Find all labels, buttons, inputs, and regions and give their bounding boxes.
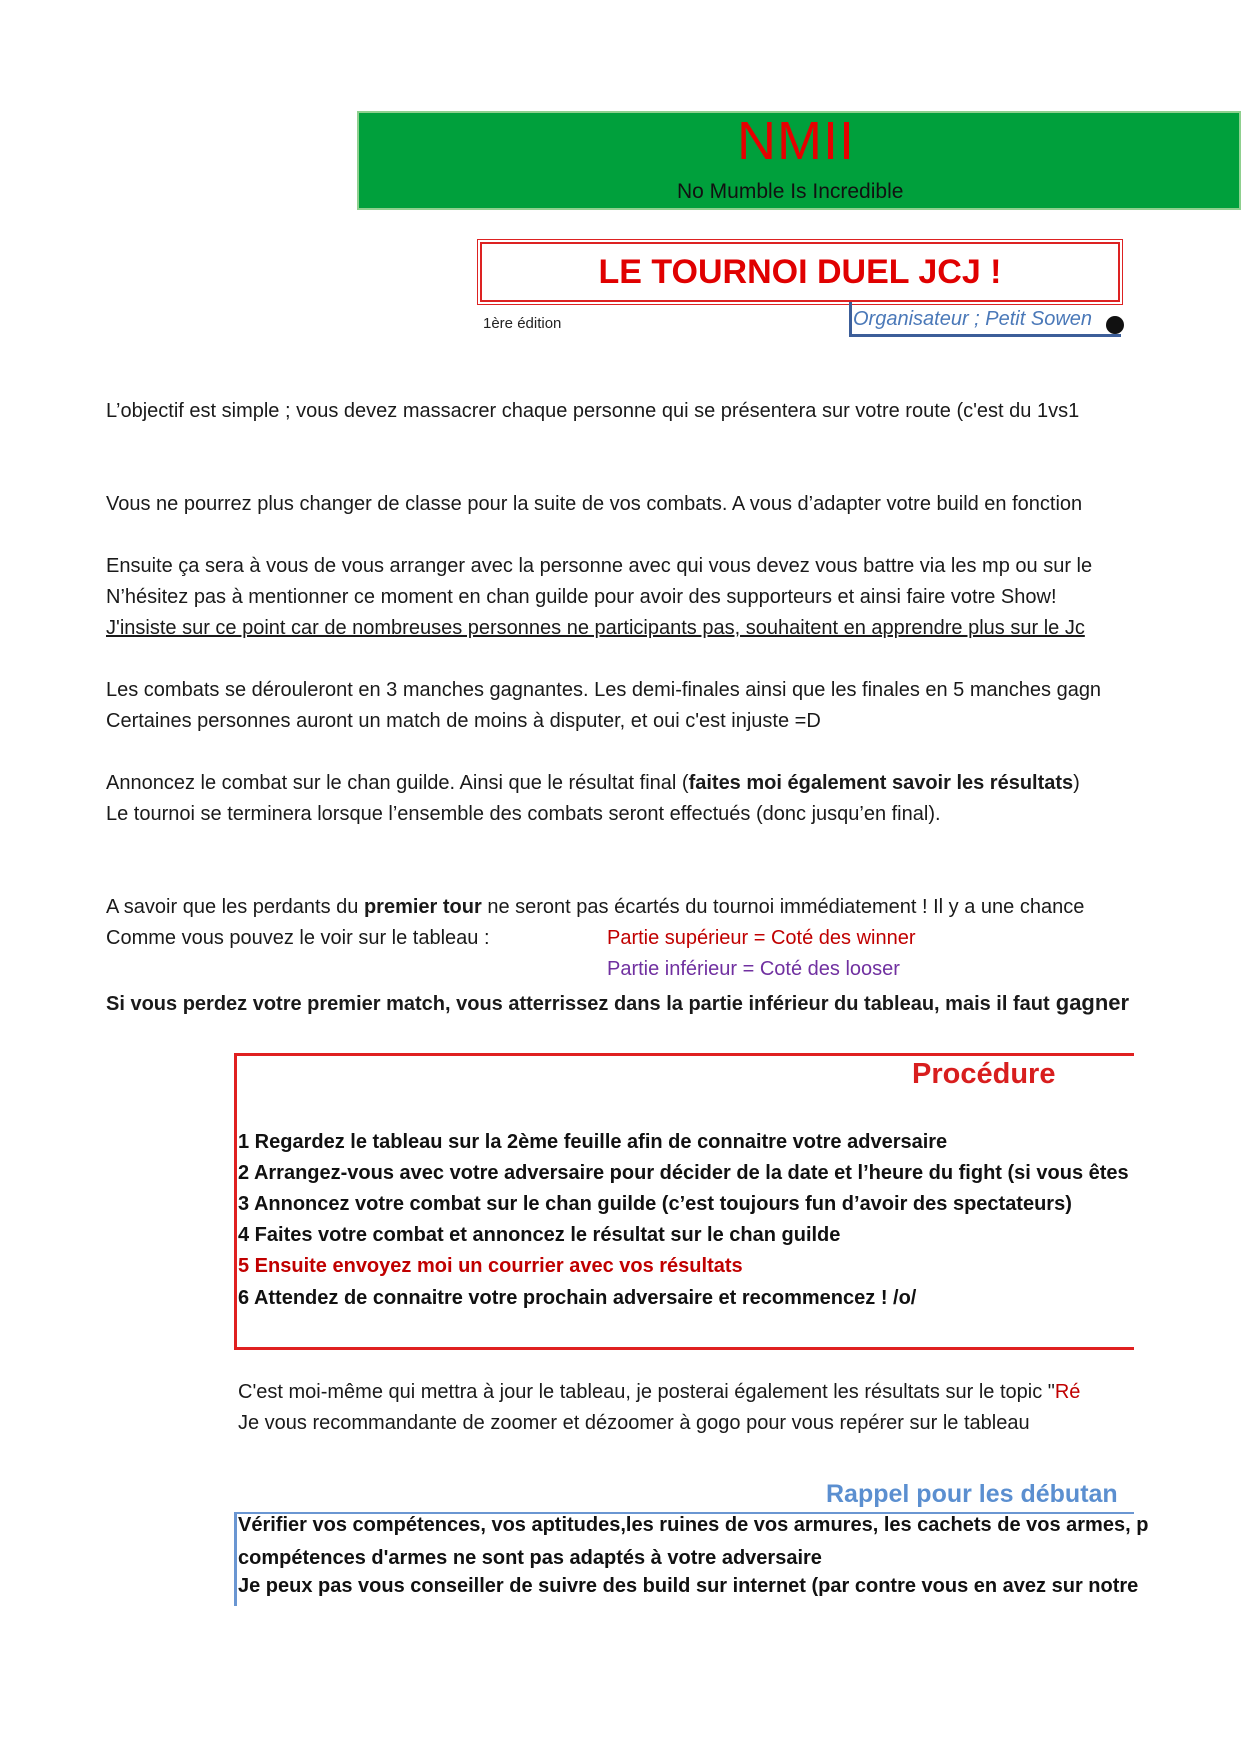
paragraph-update [238, 1381, 1080, 1404]
rappel-left-border [234, 1512, 237, 1606]
rappel-item: compétences d'armes ne sont pas adaptés à votre adversaire [238, 1547, 822, 1569]
procedure-step: 3 Annoncez votre combat sur le chan guilde (c’est toujours fun d’avoir des spectateurs) [238, 1193, 1072, 1215]
announce-end: ) [1073, 772, 1080, 794]
announce-bold: faites moi également savoir les résultats [688, 772, 1074, 794]
paragraph-objective: L’objectif est simple ; vous devez massacrer chaque personne qui se présentera sur votre route (c'est du 1vs1 [106, 400, 1080, 422]
lose-first-text: Si vous perdez votre premier match, vous atterrissez dans la partie inférieur du tableau, mais il faut [106, 993, 1050, 1015]
circle-marker-icon [1106, 316, 1124, 334]
brand-tagline: No Mumble Is Incredible [677, 180, 904, 203]
paragraph-class: Vous ne pourrez plus changer de classe pour la suite de vos combats. A vous d’adapter votre build en fonction [106, 493, 1083, 515]
looser-side-label: Partie inférieur = Coté des looser [607, 958, 900, 980]
first-round-end: ne seront pas écartés du tournoi immédiatement ! Il y a une chance [481, 896, 1085, 918]
brand-title: NMII [737, 111, 855, 171]
paragraph-board: Comme vous pouvez le voir sur le tableau : [106, 927, 490, 949]
paragraph-arrange: Ensuite ça sera à vous de vous arranger avec la personne avec qui vous devez vous battre via les mp ou sur le [106, 555, 1093, 577]
rappel-item: Vérifier vos compétences, vos aptitudes,les ruines de vos armures, les cachets de vos armes, p [238, 1514, 1149, 1536]
paragraph-mention: N’hésitez pas à mentionner ce moment en chan guilde pour avoir des supporteurs et ainsi faire votre Show! [106, 586, 1057, 608]
procedure-step: 6 Attendez de connaitre votre prochain adversaire et recommencez ! /o/ [238, 1287, 917, 1309]
first-round-text: A savoir que les perdants du [106, 896, 364, 918]
update-topic: Ré [1054, 1381, 1081, 1403]
procedure-step: 4 Faites votre combat et annoncez le résultat sur le chan guilde [238, 1224, 841, 1246]
procedure-title: Procédure [912, 1058, 1056, 1090]
paragraph-announce [106, 772, 1080, 795]
edition-label: 1ère édition [483, 315, 562, 332]
procedure-step: 5 Ensuite envoyez moi un courrier avec vos résultats [238, 1255, 743, 1277]
rappel-item: Je peux pas vous conseiller de suivre des build sur internet (par contre vous en avez sur notre [238, 1575, 1139, 1597]
announce-text: Annoncez le combat sur le chan guilde. Ainsi que le résultat final ( [106, 772, 689, 794]
rappel-title: Rappel pour les débutan [826, 1480, 1118, 1508]
first-round-bold: premier tour [363, 896, 482, 918]
update-text: C'est moi-même qui mettra à jour le tableau, je posterai également les résultats sur le topic " [238, 1381, 1055, 1403]
paragraph-lose-first [106, 990, 1129, 1016]
lose-first-win: gagner [1049, 990, 1130, 1015]
winner-side-label: Partie supérieur = Coté des winner [607, 927, 916, 949]
organizer-label: Organisateur ; Petit Sowen [853, 308, 1093, 330]
paragraph-first-round [106, 896, 1084, 919]
paragraph-end: Le tournoi se terminera lorsque l’ensemble des combats seront effectués (donc jusqu’en final). [106, 803, 941, 825]
paragraph-zoom: Je vous recommandante de zoomer et dézoomer à gogo pour vous repérer sur le tableau [238, 1412, 1030, 1434]
procedure-step: 2 Arrangez-vous avec votre adversaire pour décider de la date et l’heure du fight (si vous êtes [238, 1162, 1129, 1184]
paragraph-fewer-matches: Certaines personnes auront un match de moins à disputer, et oui c'est injuste =D [106, 710, 821, 732]
paragraph-insist: J'insiste sur ce point car de nombreuses personnes ne participants pas, souhaitent en apprendre plus sur le Jc [106, 617, 1085, 639]
page-title: LE TOURNOI DUEL JCJ ! [598, 253, 1002, 291]
paragraph-rounds: Les combats se dérouleront en 3 manches gagnantes. Les demi-finales ainsi que les finales en 5 manches gagn [106, 679, 1102, 701]
procedure-step: 1 Regardez le tableau sur la 2ème feuille afin de connaitre votre adversaire [238, 1131, 948, 1153]
